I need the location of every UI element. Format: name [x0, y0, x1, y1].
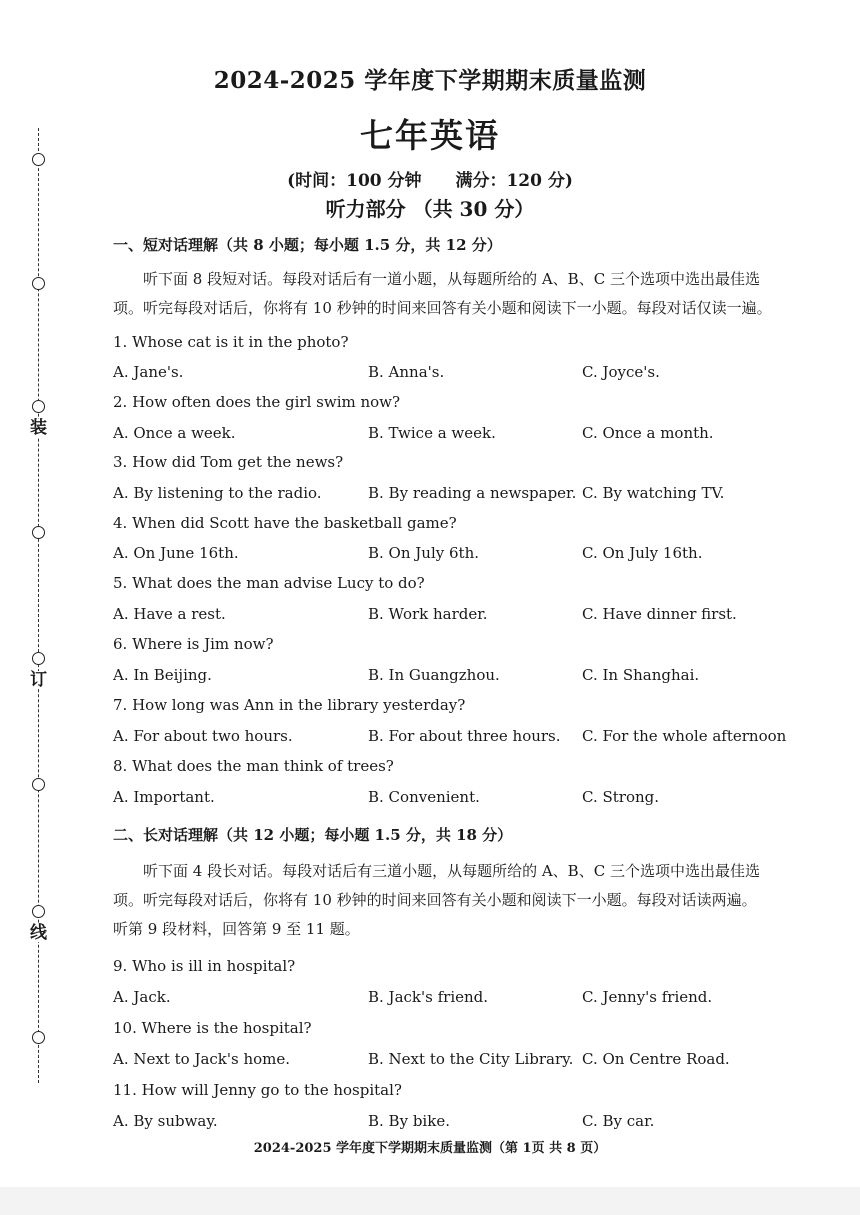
- question-10: 10. Where is the hospital?: [113, 1019, 312, 1037]
- option-3a: A. By listening to the radio.: [113, 484, 322, 502]
- option-6c: C. In Shanghai.: [582, 666, 700, 684]
- binding-circle-icon: [32, 905, 45, 918]
- page-footer: 2024-2025 学年度下学期期末质量监测（第 1页 共 8 页）: [253, 1141, 607, 1156]
- part-title: 听力部分 （共 30 分）: [325, 197, 535, 221]
- section1-heading: 一、短对话理解（共 8 小题；每小题 1.5 分，共 12 分）: [113, 236, 502, 254]
- exam-info: [0, 166, 860, 191]
- binding-circle-icon: [32, 526, 45, 539]
- question-4: 4. When did Scott have the basketball game?: [113, 514, 457, 532]
- binding-circle-icon: [32, 1031, 45, 1044]
- option-7b: B. For about three hours.: [368, 727, 561, 745]
- instruction-line: 项。听完每段对话后，你将有 10 秒钟的时间来回答有关小题和阅读下一小题。每段对话读两遍。: [113, 891, 757, 909]
- subject-title: 七年英语: [360, 116, 500, 155]
- question-6: 6. Where is Jim now?: [113, 635, 274, 653]
- option-6b: B. In Guangzhou.: [368, 666, 500, 684]
- option-2a: A. Once a week.: [113, 424, 236, 442]
- option-1b: B. Anna's.: [368, 363, 445, 381]
- option-1c: C. Joyce's.: [582, 363, 660, 381]
- option-7c: C. For the whole afternoon: [582, 727, 787, 745]
- section2-heading: 二、长对话理解（共 12 小题；每小题 1.5 分，共 18 分）: [113, 826, 513, 844]
- binding-char-xian: 线: [30, 923, 47, 943]
- instruction-line: 听第 9 段材料，回答第 9 至 11 题。: [113, 920, 360, 938]
- option-8b: B. Convenient.: [368, 788, 480, 806]
- option-3c: C. By watching TV.: [582, 484, 725, 502]
- section2-instruction: [113, 857, 813, 944]
- option-4b: B. On July 6th.: [368, 544, 479, 562]
- option-5a: A. Have a rest.: [113, 605, 226, 623]
- exam-title: 2024-2025 学年度下学期期末质量监测: [213, 67, 647, 94]
- instruction-line: 听下面 8 段短对话。每段对话后有一道小题，从每题所给的 A、B、C 三个选项中选出最佳选: [143, 270, 760, 288]
- question-11: 11. How will Jenny go to the hospital?: [113, 1081, 402, 1099]
- option-3b: B. By reading a newspaper.: [368, 484, 577, 502]
- binding-circle-icon: [32, 277, 45, 290]
- option-10b: B. Next to the City Library.: [368, 1050, 574, 1068]
- option-1a: A. Jane's.: [113, 363, 184, 381]
- instruction-line: 项。听完每段对话后，你将有 10 秒钟的时间来回答有关小题和阅读下一小题。每段对话仅读一遍。: [113, 299, 772, 317]
- binding-circle-icon: [32, 778, 45, 791]
- option-2c: C. Once a month.: [582, 424, 714, 442]
- exam-time: (时间：100 分钟: [287, 171, 422, 191]
- option-11b: B. By bike.: [368, 1112, 450, 1130]
- question-3: 3. How did Tom get the news?: [113, 453, 344, 471]
- option-11a: A. By subway.: [113, 1112, 218, 1130]
- option-9b: B. Jack's friend.: [368, 988, 489, 1006]
- option-2b: B. Twice a week.: [368, 424, 496, 442]
- option-4a: A. On June 16th.: [113, 544, 239, 562]
- exam-full-score: 满分：120 分): [455, 171, 573, 191]
- section1-instruction: [113, 265, 813, 323]
- binding-circle-icon: [32, 400, 45, 413]
- option-9c: C. Jenny's friend.: [582, 988, 713, 1006]
- option-8a: A. Important.: [113, 788, 215, 806]
- option-9a: A. Jack.: [113, 988, 171, 1006]
- binding-circle-icon: [32, 652, 45, 665]
- option-10a: A. Next to Jack's home.: [113, 1050, 291, 1068]
- option-11c: C. By car.: [582, 1112, 655, 1130]
- option-4c: C. On July 16th.: [582, 544, 703, 562]
- binding-char-zhuang: 装: [30, 418, 47, 438]
- instruction-line: 听下面 4 段长对话。每段对话后有三道小题，从每题所给的 A、B、C 三个选项中选出最佳选: [143, 862, 760, 880]
- question-7: 7. How long was Ann in the library yesterday?: [113, 696, 466, 714]
- option-5c: C. Have dinner first.: [582, 605, 737, 623]
- question-2: 2. How often does the girl swim now?: [113, 393, 401, 411]
- question-5: 5. What does the man advise Lucy to do?: [113, 574, 425, 592]
- option-8c: C. Strong.: [582, 788, 660, 806]
- question-9: 9. Who is ill in hospital?: [113, 957, 296, 975]
- bottom-margin-strip: [0, 1187, 860, 1215]
- option-7a: A. For about two hours.: [113, 727, 293, 745]
- option-6a: A. In Beijing.: [113, 666, 212, 684]
- option-10c: C. On Centre Road.: [582, 1050, 730, 1068]
- question-1: 1. Whose cat is it in the photo?: [113, 333, 349, 351]
- binding-char-ding: 订: [30, 670, 47, 690]
- question-8: 8. What does the man think of trees?: [113, 757, 394, 775]
- option-5b: B. Work harder.: [368, 605, 488, 623]
